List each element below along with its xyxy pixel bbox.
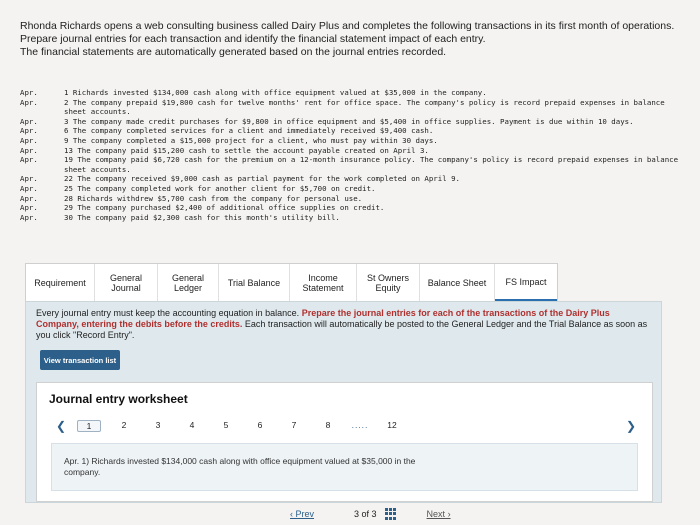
page-12[interactable]: 12 [387,420,397,430]
instruction-part-2: Each transaction will automatically be posted to the General Ledger and the Trial Balance as soon as you click "Record Entry". [36,319,648,340]
prev-label: Prev [295,509,315,519]
tab-balance-sheet[interactable]: Balance Sheet [420,264,495,302]
pager-ellipsis: ..... [351,420,369,430]
transaction-date: Apr. [20,183,38,193]
journal-entry-worksheet [36,382,653,502]
worksheet-title: Journal entry worksheet [49,392,188,406]
page-4[interactable]: 4 [189,420,195,430]
step-indicator: 3 of 3 [354,509,377,519]
transaction-item [20,174,680,184]
next-label: Next [426,509,446,519]
page-8[interactable]: 8 [325,420,331,430]
transaction-item [20,88,680,98]
page-6[interactable]: 6 [257,420,263,430]
transaction-item [20,126,680,136]
transaction-list [20,88,680,222]
transaction-item [20,194,680,204]
entry-description: Apr. 1) Richards invested $134,000 cash along with office equipment valued at $35,000 in the company. [64,456,416,477]
transaction-item [20,184,680,194]
transaction-text: 6 The company completed services for a client and immediately received $9,400 cash. [64,126,434,136]
tab-st-owners-equity[interactable]: St Owners Equity [357,264,420,302]
transaction-date: Apr. [20,97,38,107]
tab-fs-impact[interactable]: FS Impact [495,264,557,302]
transaction-date: Apr. [20,135,38,145]
transaction-item [20,155,680,174]
transaction-text: 13 The company paid $15,200 cash to settle the account payable created on April 3. [64,145,429,155]
transaction-date: Apr. [20,126,38,136]
tab-bar [25,263,558,303]
transaction-text: 25 The company completed work for another client for $5,700 on credit. [64,183,376,193]
page-2[interactable]: 2 [121,420,127,430]
transaction-item [20,136,680,146]
footer-nav [290,506,451,522]
transaction-text: 29 The company purchased $2,400 of additional office supplies on credit. [64,203,385,213]
intro-line-2: Prepare journal entries for each transaction and identify the financial statement impact of each entry. [20,33,486,45]
transaction-text: 19 The company paid $6,720 cash for the premium on a 12-month insurance policy. The company's policy is record prepaid expenses in balance sheet accounts. [64,155,679,174]
transaction-item [20,213,680,223]
worksheet-pager [51,416,641,436]
chevron-left-icon[interactable]: ❮ [55,419,67,433]
grid-icon[interactable] [385,508,397,520]
page-1[interactable]: 1 [77,420,101,432]
instruction-part-1: Every journal entry must keep the accounting equation in balance. [36,308,300,318]
transaction-date: Apr. [20,174,38,184]
tab-general-ledger[interactable]: General Ledger [158,264,219,302]
transaction-date: Apr. [20,116,38,126]
instruction-bold: Prepare the journal entries for each of the transactions of the Dairy Plus Company, entering the debits before the credits. [36,308,610,329]
chevron-right-icon[interactable]: ❯ [625,419,637,433]
transaction-text: 2 The company prepaid $19,800 cash for twelve months' rent for office space. The company's policy is record prepaid expenses in balance sheet accounts. [64,97,665,117]
view-transaction-list-button[interactable]: View transaction list [40,350,120,370]
transaction-item [20,146,680,156]
transaction-date: Apr. [20,155,38,165]
next-button[interactable]: Next › [426,509,451,519]
prev-button[interactable]: ‹ Prev [290,509,315,519]
content-panel [25,301,662,503]
transaction-text: 28 Richards withdrew $5,700 cash from the company for personal use. [64,193,363,203]
transaction-date: Apr. [20,203,38,213]
transaction-date: Apr. [20,145,38,155]
transaction-text: 3 The company made credit purchases for $9,800 in office equipment and $5,400 in office supplies. Payment is due within 10 days. [64,116,634,126]
intro-line-1: Rhonda Richards opens a web consulting business called Dairy Plus and completes the following transactions in its first month of operations. [20,20,675,32]
transaction-item [20,98,680,117]
entry-description-box [51,443,638,491]
transaction-text: 22 The company received $9,000 cash as partial payment for the work completed on April 9. [64,174,461,184]
transaction-text: 30 The company paid $2,300 cash for this month's utility bill. [64,212,340,222]
tab-income-statement[interactable]: Income Statement [290,264,357,302]
transaction-date: Apr. [20,88,38,97]
transaction-text: 9 The company completed a $15,000 project for a client, who must pay within 30 days. [64,135,438,145]
transaction-item [20,117,680,127]
transaction-text: 1 Richards invested $134,000 cash along with office equipment valued at $35,000 in the company. [64,88,487,97]
tab-trial-balance[interactable]: Trial Balance [219,264,290,302]
tab-requirement[interactable]: Requirement [26,264,95,302]
transaction-item [20,203,680,213]
page-5[interactable]: 5 [223,420,229,430]
intro-line-3: The financial statements are automatically generated based on the journal entries recorded. [20,46,447,58]
page-3[interactable]: 3 [155,420,161,430]
page-numbers [71,420,621,432]
transaction-date: Apr. [20,212,38,222]
transaction-date: Apr. [20,193,38,203]
page-7[interactable]: 7 [291,420,297,430]
intro [20,20,680,59]
instruction-text [36,308,651,341]
tab-general-journal[interactable]: General Journal [95,264,158,302]
